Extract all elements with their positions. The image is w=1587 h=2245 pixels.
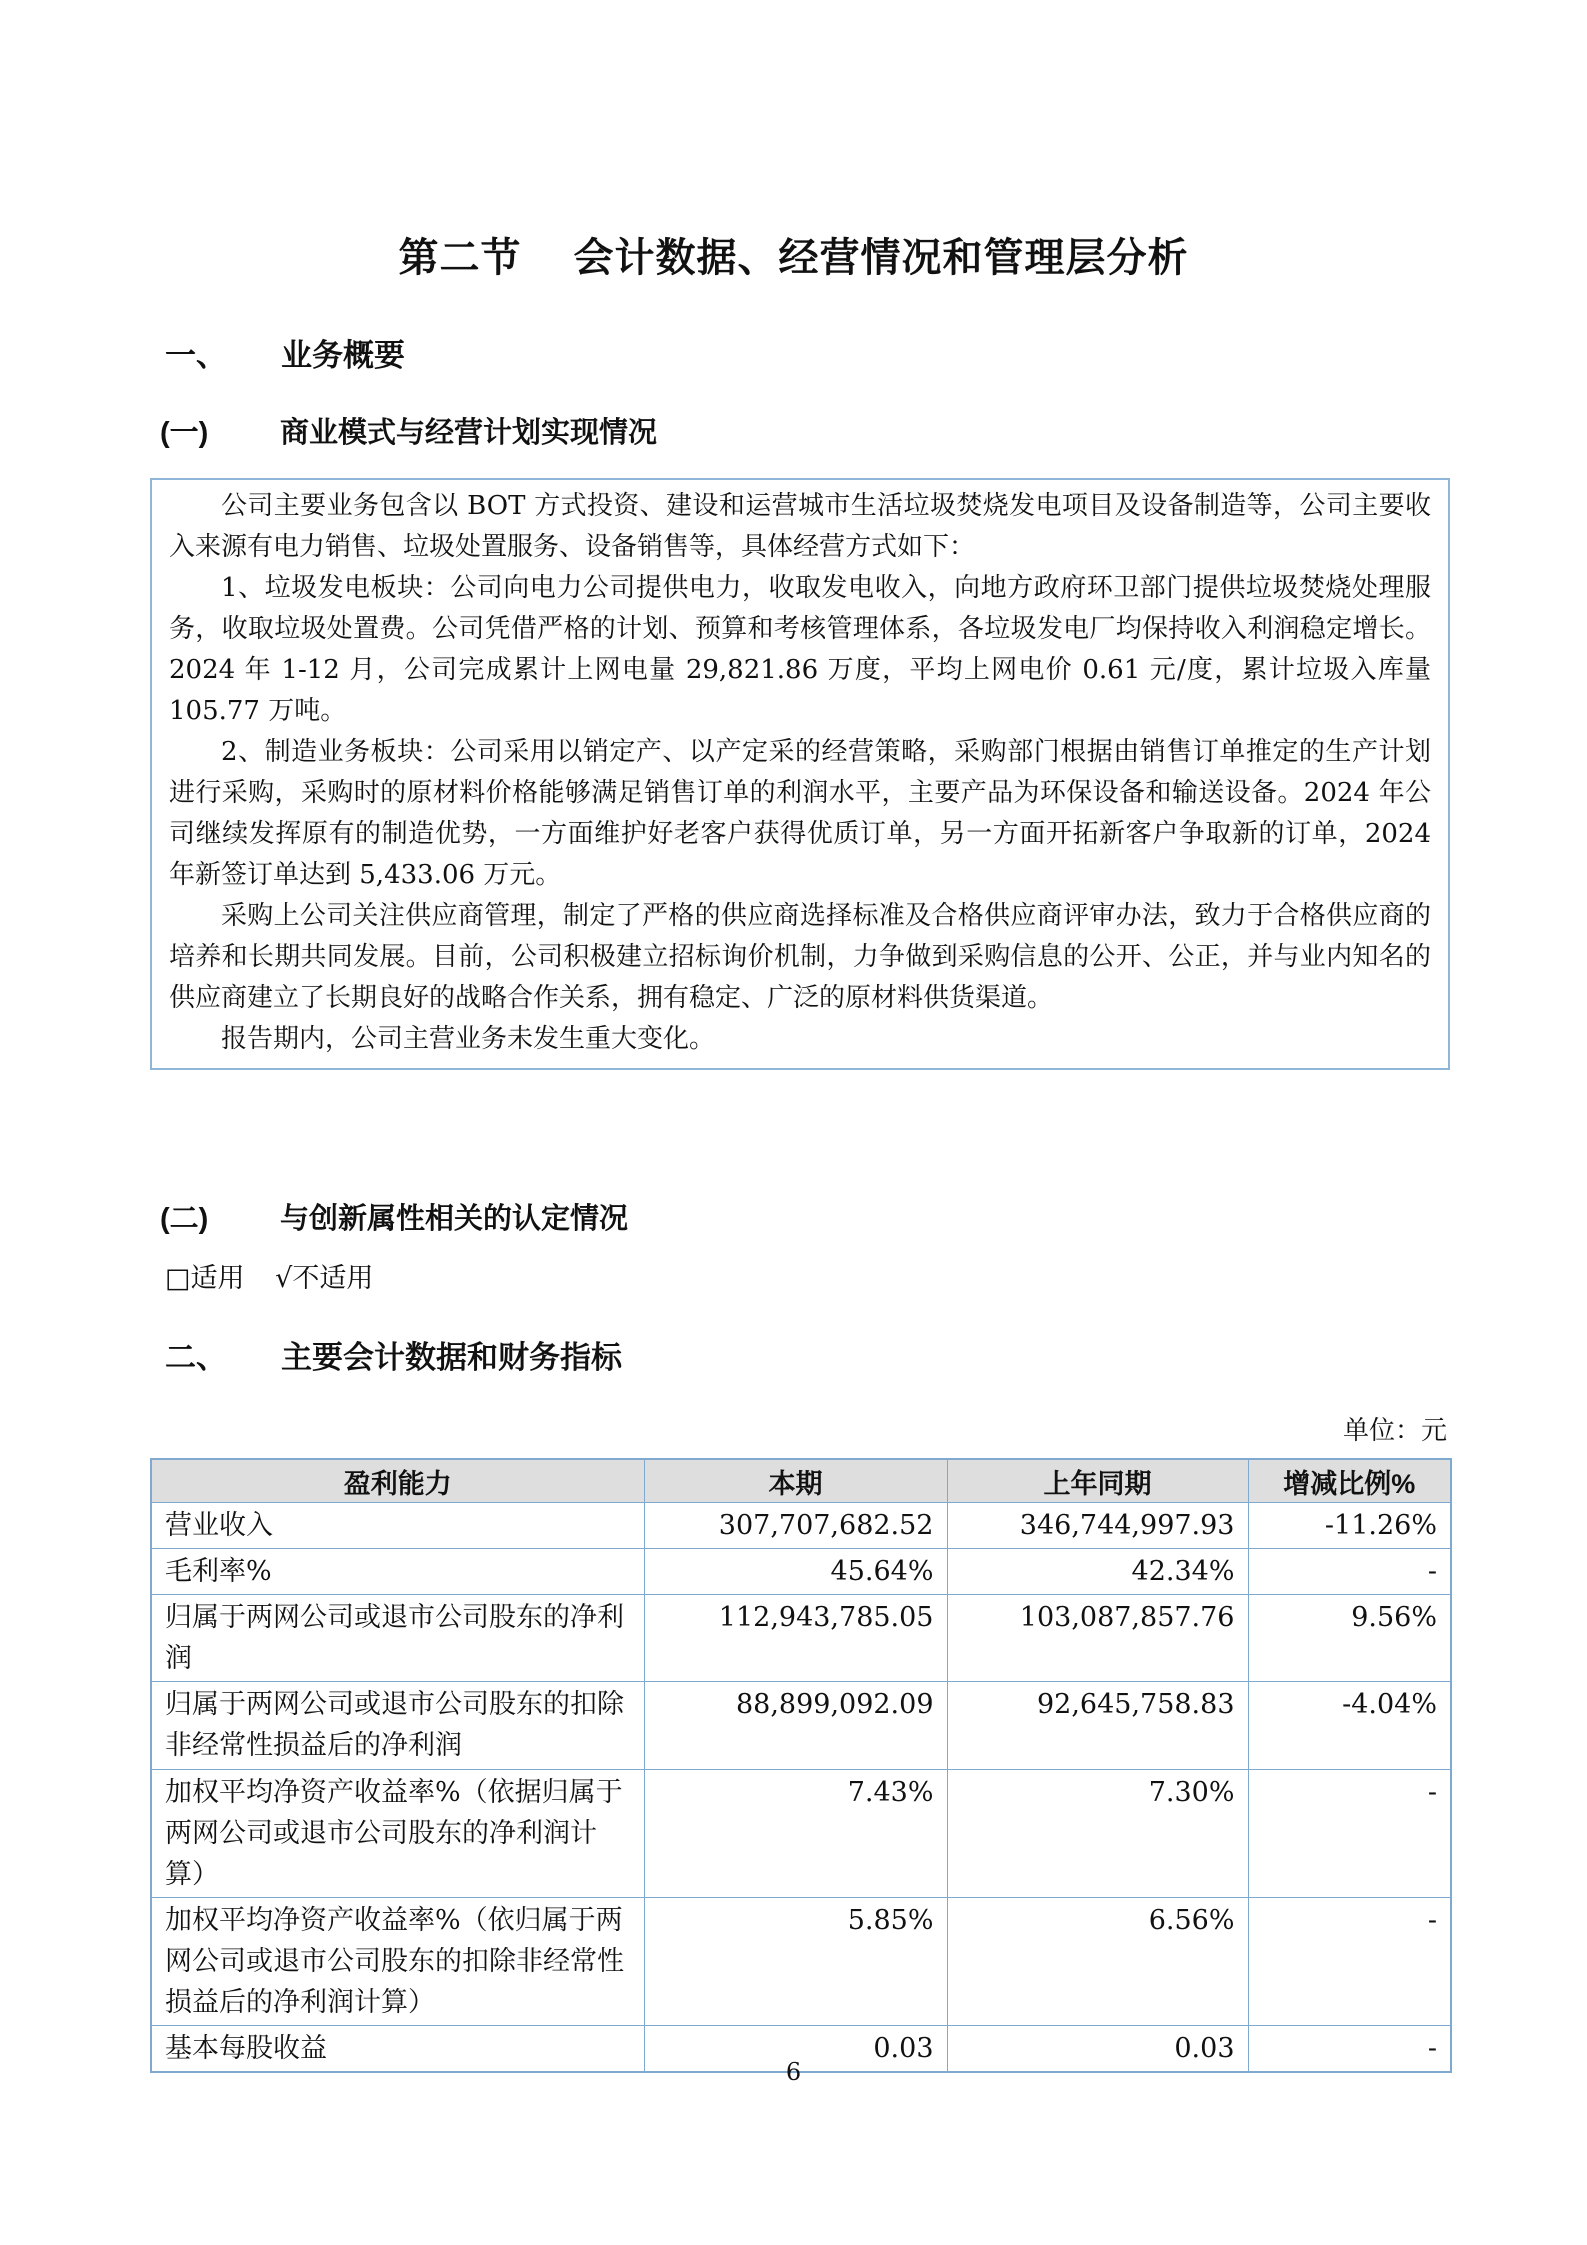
table-cell: 88,899,092.09 [644, 1682, 947, 1770]
table-cell: 毛利率% [151, 1549, 644, 1595]
table-cell: - [1248, 1770, 1451, 1898]
table-cell: 归属于两网公司或退市公司股东的扣除非经常性损益后的净利润 [151, 1682, 644, 1770]
business-description-box [150, 478, 1450, 1070]
table-row [151, 1595, 1451, 1682]
chapter-number: 第二节 [398, 236, 522, 280]
table-cell: - [1248, 1898, 1451, 2026]
chapter-title: 会计数据、经营情况和管理层分析 [573, 236, 1189, 280]
table-cell: 346,744,997.93 [947, 1503, 1248, 1549]
table-cell: 42.34% [947, 1549, 1248, 1595]
subsection-label: 商业模式与经营计划实现情况 [280, 417, 658, 449]
table-cell: -4.04% [1248, 1682, 1451, 1770]
business-paragraph: 2、制造业务板块：公司采用以销定产、以产定采的经营策略，采购部门根据由销售订单推定的生产计划进行采购，采购时的原材料价格能够满足销售订单的利润水平，主要产品为环保设备和输送设备。2024 年公司继续发挥原有的制造优势，一方面维护好老客户获得优质订单，另一方面开拓新客户争取新的订单，2024 年新签订单达到 5,433.06 万元。 [169, 737, 1431, 890]
subsection-number: (二) [160, 1203, 209, 1235]
table-cell: - [1248, 1549, 1451, 1595]
financial-table-container [150, 1458, 1450, 2073]
table-header-cell: 本期 [644, 1459, 947, 1503]
table-cell: 112,943,785.05 [644, 1595, 947, 1682]
table-cell: 加权平均净资产收益率%（依据归属于两网公司或退市公司股东的净利润计算） [151, 1770, 644, 1898]
page-title [0, 226, 1587, 283]
checkbox-applicable: □适用 [165, 1263, 245, 1294]
table-cell: 0.03 [947, 2026, 1248, 2073]
table-cell: 307,707,682.52 [644, 1503, 947, 1549]
business-paragraph: 公司主要业务包含以 BOT 方式投资、建设和运营城市生活垃圾焚烧发电项目及设备制造等，公司主要收入来源有电力销售、垃圾处置服务、设备销售等，具体经营方式如下： [169, 491, 1431, 562]
table-cell: 归属于两网公司或退市公司股东的净利润 [151, 1595, 644, 1682]
section-heading-business-overview [165, 330, 405, 375]
table-row [151, 1503, 1451, 1549]
subsection-label: 与创新属性相关的认定情况 [280, 1203, 629, 1235]
section-heading-financial-indicators [165, 1332, 622, 1377]
table-header-row [151, 1459, 1451, 1503]
section-number: 二、 [165, 1340, 227, 1375]
section-label: 业务概要 [281, 338, 405, 373]
table-row [151, 1898, 1451, 2026]
table-row [151, 1549, 1451, 1595]
table-header-cell: 上年同期 [947, 1459, 1248, 1503]
table-cell: 基本每股收益 [151, 2026, 644, 2073]
subsection-heading-innovation [160, 1196, 628, 1237]
table-cell: 9.56% [1248, 1595, 1451, 1682]
section-label: 主要会计数据和财务指标 [281, 1340, 622, 1375]
table-cell: 6.56% [947, 1898, 1248, 2026]
table-cell: - [1248, 2026, 1451, 2073]
checkbox-not-applicable: √不适用 [275, 1263, 374, 1294]
table-header-cell: 盈利能力 [151, 1459, 644, 1503]
page-number: 6 [785, 2058, 802, 2086]
business-paragraph: 采购上公司关注供应商管理，制定了严格的供应商选择标准及合格供应商评审办法，致力于合格供应商的培养和长期共同发展。目前，公司积极建立招标询价机制，力争做到采购信息的公开、公正，并与业内知名的供应商建立了长期良好的战略合作关系，拥有稳定、广泛的原材料供货渠道。 [169, 901, 1431, 1013]
table-cell: 7.30% [947, 1770, 1248, 1898]
table-row [151, 1682, 1451, 1770]
table-cell: 103,087,857.76 [947, 1595, 1248, 1682]
financial-table [150, 1458, 1452, 2073]
table-row [151, 1770, 1451, 1898]
applicability-line [165, 1256, 395, 1295]
unit-label: 单位：元 [1342, 1416, 1447, 1446]
subsection-number: (一) [160, 417, 209, 449]
business-paragraph: 报告期内，公司主营业务未发生重大变化。 [221, 1024, 716, 1054]
business-paragraph: 1、垃圾发电板块：公司向电力公司提供电力，收取发电收入，向地方政府环卫部门提供垃圾焚烧处理服务，收取垃圾处置费。公司凭借严格的计划、预算和考核管理体系，各垃圾发电厂均保持收入利润稳定增长。2024 年 1-12 月，公司完成累计上网电量 29,821.86 万度，平均上网电价 0.61 元/度，累计垃圾入库量 105.77 万吨。 [169, 573, 1431, 726]
table-cell: -11.26% [1248, 1503, 1451, 1549]
subsection-heading-business-model [160, 410, 657, 451]
table-cell: 加权平均净资产收益率%（依归属于两网公司或退市公司股东的扣除非经常性损益后的净利润计算） [151, 1898, 644, 2026]
table-header-cell: 增减比例% [1248, 1459, 1451, 1503]
table-cell: 0.03 [644, 2026, 947, 2073]
table-cell: 92,645,758.83 [947, 1682, 1248, 1770]
table-cell: 45.64% [644, 1549, 947, 1595]
table-cell: 营业收入 [151, 1503, 644, 1549]
table-cell: 7.43% [644, 1770, 947, 1898]
table-cell: 5.85% [644, 1898, 947, 2026]
section-number: 一、 [165, 338, 227, 373]
